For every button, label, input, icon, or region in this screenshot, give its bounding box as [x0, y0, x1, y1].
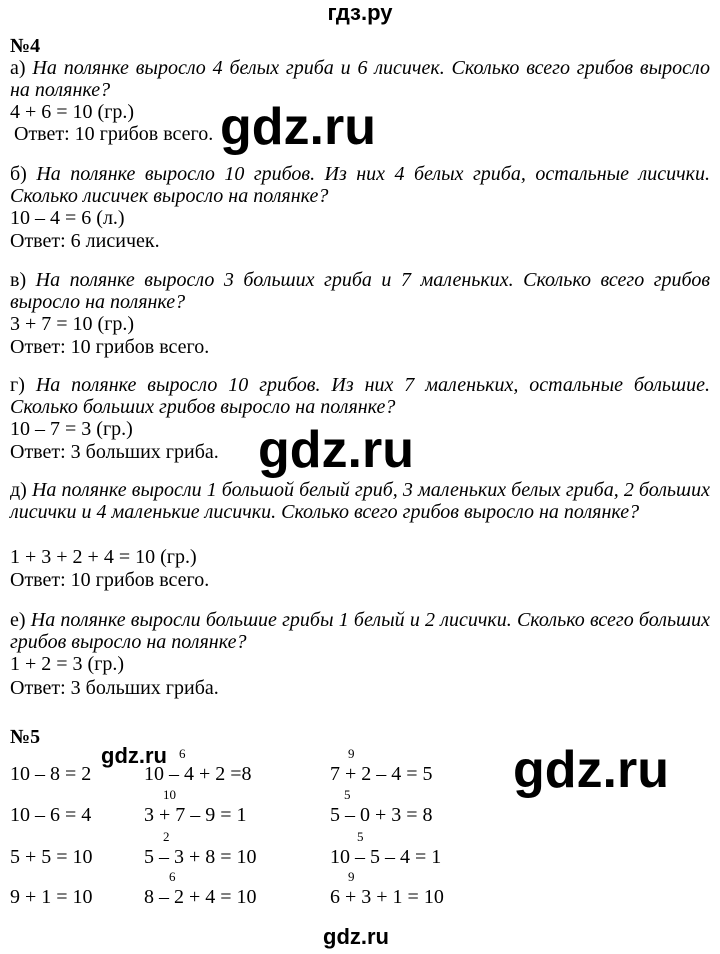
expression: 10 – 8 = 2 — [10, 763, 92, 785]
task-text: На полянке выросло 10 грибов. Из них 4 белых гриба, остальные лисички. Сколько лисичек выросло на полянке? — [10, 163, 711, 207]
expression: 10 – 6 = 4 — [10, 804, 92, 826]
task-text: На полянке выросли 1 большой белый гриб, 3 маленьких белых гриба, 2 больших лисички и 4 маленькие лисички. Сколько всего грибов выросло на полянке? — [10, 479, 711, 523]
intermediate-result: 10 — [163, 787, 176, 802]
watermark: gdz.ru — [323, 924, 389, 949]
task4-a-answer: Ответ: 10 грибов всего. — [14, 123, 214, 145]
task-text: На полянке выросло 3 больших гриба и 7 маленьких. Сколько всего грибов выросло на полянке? — [10, 269, 710, 313]
intermediate-result: 6 — [169, 869, 176, 884]
expression: 7 + 2 – 4 = 5 — [330, 763, 433, 785]
task-label: а) — [10, 57, 26, 79]
expression: 6 + 3 + 1 = 10 — [330, 886, 444, 908]
task-label: е) — [10, 609, 26, 631]
intermediate-result: 6 — [179, 746, 186, 761]
intermediate-result: 5 — [357, 829, 364, 844]
task4-b-problem — [10, 163, 710, 207]
expression: 3 + 7 – 9 = 1 — [144, 804, 247, 826]
expression: 10 – 5 – 4 = 1 — [330, 846, 442, 868]
task4-b-solution: 10 – 4 = 6 (л.) — [10, 207, 125, 229]
watermark: gdz.ru — [220, 98, 376, 156]
task5-title: №5 — [10, 726, 41, 748]
task4-d-problem — [10, 374, 710, 418]
task4-c-problem — [10, 269, 710, 313]
task4-c-answer: Ответ: 10 грибов всего. — [10, 336, 210, 358]
task-text: На полянке выросло 4 белых гриба и 6 лисичек. Сколько всего грибов выросло на полянке? — [10, 57, 710, 101]
intermediate-result: 2 — [163, 829, 170, 844]
task4-title: №4 — [10, 35, 41, 57]
site-header: гдз.ру — [327, 0, 393, 25]
watermark: gdz.ru — [513, 741, 669, 799]
task-text: На полянке выросло 10 грибов. Из них 7 маленьких, остальные большие. Сколько больших грибов выросло на полянке? — [10, 374, 711, 418]
task4-b-answer: Ответ: 6 лисичек. — [10, 230, 160, 252]
task-text: На полянке выросли большие грибы 1 белый и 2 лисички. Сколько всего больших грибов выросло на полянке? — [10, 609, 711, 653]
task4-a-problem — [10, 57, 710, 101]
task-label: г) — [10, 374, 25, 396]
task4-d-solution: 10 – 7 = 3 (гр.) — [10, 418, 133, 440]
task4-d-answer: Ответ: 3 больших гриба. — [10, 441, 219, 463]
expression: 5 – 0 + 3 = 8 — [330, 804, 433, 826]
task-label: в) — [10, 269, 27, 291]
intermediate-result: 9 — [348, 746, 355, 761]
task-label: д) — [10, 479, 27, 501]
expression: 8 – 2 + 4 = 10 — [144, 886, 257, 908]
task4-f-problem — [10, 609, 710, 653]
expression: 9 + 1 = 10 — [10, 886, 93, 908]
task4-e-answer: Ответ: 10 грибов всего. — [10, 569, 210, 591]
watermark: gdz.ru — [258, 421, 414, 479]
task4-e-solution: 1 + 3 + 2 + 4 = 10 (гр.) — [10, 546, 197, 568]
watermark: gdz.ru — [101, 743, 167, 768]
intermediate-result: 9 — [348, 869, 355, 884]
task4-a-solution: 4 + 6 = 10 (гр.) — [10, 101, 135, 123]
expression: 10 – 4 + 2 =8 — [144, 763, 252, 785]
intermediate-result: 5 — [344, 787, 351, 802]
task4-e-problem — [10, 479, 710, 523]
task-label: б) — [10, 163, 27, 185]
expression: 5 – 3 + 8 = 10 — [144, 846, 257, 868]
task4-c-solution: 3 + 7 = 10 (гр.) — [10, 313, 135, 335]
expression: 5 + 5 = 10 — [10, 846, 93, 868]
task4-f-solution: 1 + 2 = 3 (гр.) — [10, 653, 125, 675]
task4-f-answer: Ответ: 3 больших гриба. — [10, 677, 219, 699]
